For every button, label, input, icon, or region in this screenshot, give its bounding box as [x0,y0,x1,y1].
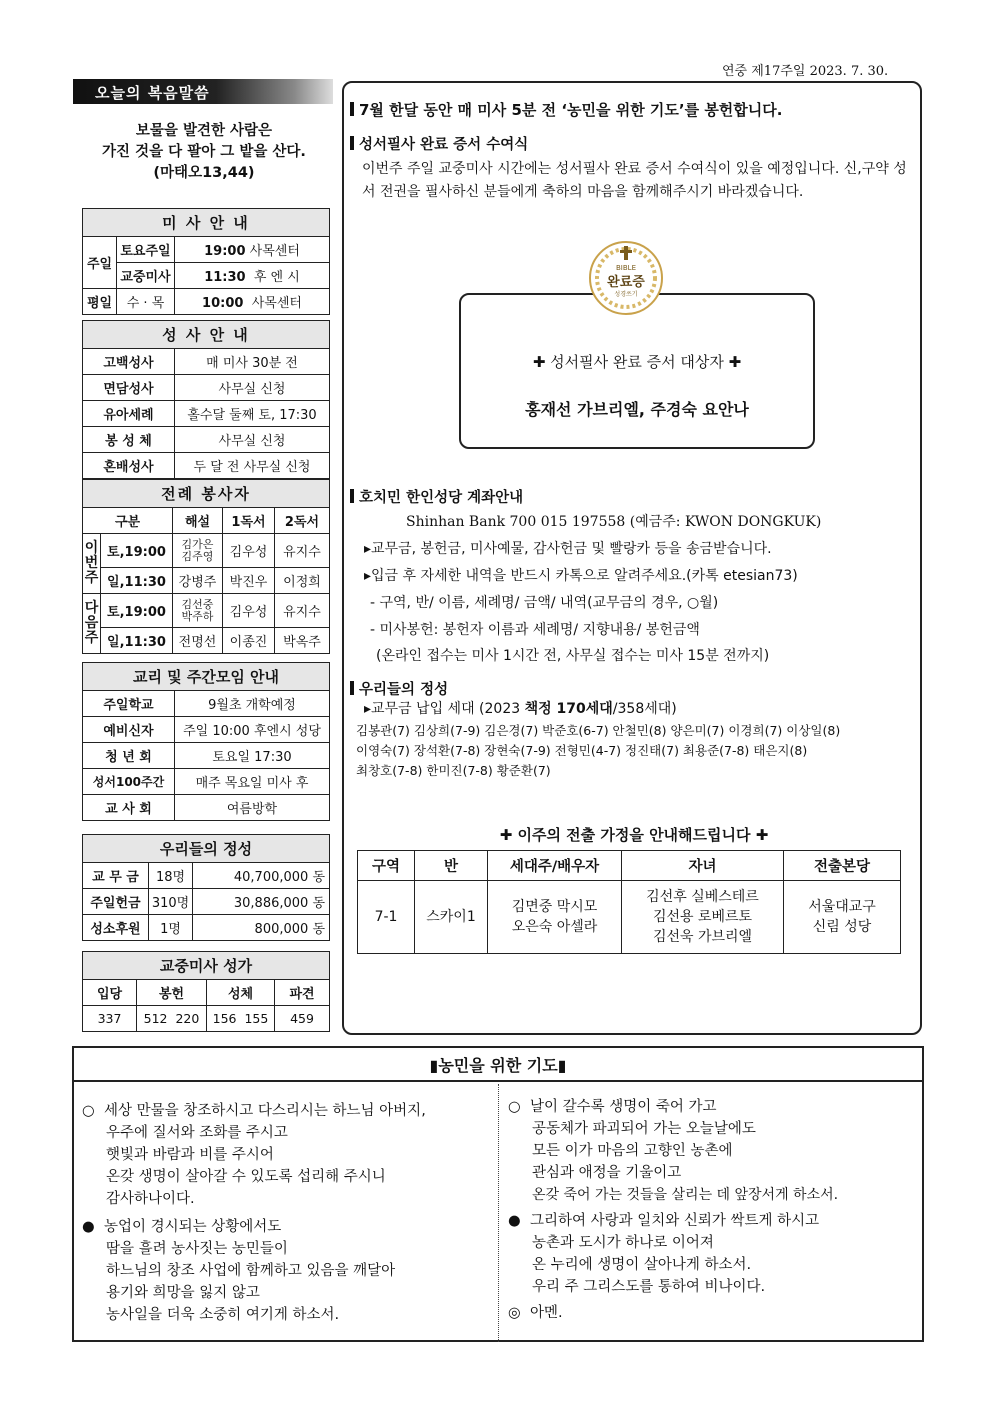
sacrament-table [82,320,330,479]
family-children: 김선후 실베스테르 김선용 로베르토 김선욱 가브리엘 [622,881,784,954]
gospel-line-2: 가진 것을 다 팔아 그 밭을 산다. [102,144,306,160]
dues-subheading: ▸교무금 납입 세대 (2023 책정 170세대/358세대) [364,701,677,717]
offering-label: 주일헌금 [83,889,149,915]
servers-header: 해설 [173,508,223,534]
family-header: 반 [415,851,488,881]
account-line: ▸입금 후 자세한 내역을 반드시 카톡으로 알려주세요.(카톡 etesian73) [364,568,798,584]
farmer-prayer-title: ▮농민을 위한 기도▮ [72,1046,924,1082]
dues-heading: 우리들의 정성 [350,678,448,699]
server-row-time: 토,19:00 [101,594,173,628]
meeting-label: 주일학교 [83,691,175,717]
offering-label: 교 무 금 [83,863,149,889]
server-commentator: 전명선 [173,628,223,654]
hymn-value: 512 220 [137,1006,207,1032]
offering-label: 성소후원 [83,915,149,941]
server-commentator: 김가은 김주영 [173,534,223,568]
mass-row-time: 10:00 사목센터 [175,289,330,315]
server-reader-1: 박진우 [223,568,275,594]
server-reader-2: 박옥주 [275,628,330,654]
mass-weekday-label: 평일 [83,289,117,315]
dues-names-line: 김봉관(7) 김상희(7-9) 김은경(7) 박준호(6-7) 안철민(8) 양은미(7) 이경희(7) 이상일(8) [356,723,841,738]
seal-bottom-text: 성경쓰기 [614,291,638,298]
gospel-reference: (마태오13,44) [153,165,255,181]
mass-title: 미 사 안 내 [83,209,330,237]
sacrament-title: 성 사 안 내 [83,321,330,349]
family-ban: 스카이1 [415,881,488,954]
bible-body: 이번주 주일 교중미사 시간에는 성서필사 완료 증서 수여식이 있을 예정입니다. 신,구약 성서 전권을 필사하신 분들에게 축하의 마음을 함께해주시기 바라겠습니다. [362,161,907,200]
account-line: ▸교무금, 봉헌금, 미사예물, 감사헌금 및 빨랑카 등을 송금받습니다. [364,541,772,557]
prayer-left-column [82,1100,494,1326]
family-header: 자녀 [622,851,784,881]
offering-count: 1명 [149,915,193,941]
prayer-stanza: ◎ 아멘. [508,1302,920,1324]
family-header: 구역 [358,851,415,881]
sacrament-value: 사무실 신청 [175,375,330,401]
server-row-time: 토,19:00 [101,534,173,568]
meeting-label: 예비신자 [83,717,175,743]
family-parish: 서울대교구 신림 성당 [784,881,901,954]
server-reader-1: 이종진 [223,628,275,654]
mass-row-time: 19:00 사목센터 [175,237,330,263]
servers-title: 전례 봉사자 [83,480,330,508]
certificate-recipients: 홍재선 가브리엘, 주경숙 요안나 [525,400,749,419]
offering-title: 우리들의 정성 [83,835,330,863]
family-heads: 김면중 막시모 오은숙 아셀라 [488,881,622,954]
server-reader-1: 김우성 [223,594,275,628]
sacrament-value: 두 달 전 사무실 신청 [175,453,330,479]
hymn-header: 봉헌 [137,980,207,1006]
meeting-label: 청 년 회 [83,743,175,769]
meeting-value: 토요일 17:30 [175,743,330,769]
server-row-time: 일,11:30 [101,628,173,654]
gospel-line-1: 보물을 발견한 사람은 [135,123,273,139]
sacrament-label: 고백성사 [83,349,175,375]
account-bank: Shinhan Bank 700 015 197558 (예금주: KWON DONGKUK) [406,514,822,530]
seal-overlay-icon [588,240,664,316]
sacrament-label: 유아세례 [83,401,175,427]
meeting-value: 주일 10:00 후엔시 성당 [175,717,330,743]
bulletin-date: 연중 제17주일 2023. 7. 30. [722,64,889,79]
family-transfer-table [357,850,901,954]
seal-main-text: 완료증 [607,275,645,290]
server-reader-2: 이정희 [275,568,330,594]
mass-sunday-label: 주일 [83,237,117,289]
mass-row-label: 수 · 목 [117,289,175,315]
servers-header: 2독서 [275,508,330,534]
mass-row-time: 11:30 후 엔 시 [175,263,330,289]
prayer-stanza: ○ 날이 갈수록 생명이 죽어 가고 공동체가 파괴되어 가는 오늘날에도 모든 이가 마음의 고향인 농촌에 관심과 애정을 기울이고 온갖 죽어 가는 것들을 살리는 데 앞장서게 하소서. [508,1096,920,1206]
hymn-value: 156 155 [207,1006,275,1032]
prayer-mark: ○ [508,1099,521,1115]
sacrament-value: 매 미사 30분 전 [175,349,330,375]
liturgy-servers-table [82,479,330,654]
dues-names-line: 이영숙(7) 장석환(7-8) 장현숙(7-9) 전형민(4-7) 정진태(7) 최용준(7-8) 태은지(8) [356,743,808,758]
offering-amount: 30,886,000 동 [193,889,330,915]
prayer-right-column [508,1096,920,1324]
prayer-mark: ○ [82,1103,95,1119]
sacrament-value: 홀수달 둘째 토, 17:30 [175,401,330,427]
offering-count: 310명 [149,889,193,915]
meeting-label: 교 사 회 [83,795,175,821]
prayer-mark: ● [82,1219,95,1235]
hymns-title: 교중미사 성가 [83,952,330,980]
mass-row-label: 토요주일 [117,237,175,263]
prayer-mark: ◎ [508,1305,521,1321]
offering-amount: 40,700,000 동 [193,863,330,889]
family-zone: 7-1 [358,881,415,954]
server-commentator: 김선중 박주하 [173,594,223,628]
sacrament-value: 사무실 신청 [175,427,330,453]
servers-header: 구분 [83,508,173,534]
server-commentator: 강병주 [173,568,223,594]
sacrament-label: 면담성사 [83,375,175,401]
servers-header: 1독서 [223,508,275,534]
server-reader-2: 유지수 [275,594,330,628]
mass-schedule-table [82,208,330,315]
family-header: 세대주/배우자 [488,851,622,881]
gospel-banner: 오늘의 복음말씀 [73,79,333,104]
hymn-header: 성체 [207,980,275,1006]
offering-amount: 800,000 동 [193,915,330,941]
offering-count: 18명 [149,863,193,889]
hymn-value: 337 [83,1006,137,1032]
meeting-value: 매주 목요일 미사 후 [175,769,330,795]
notice-prayer-month: 7월 한달 동안 매 미사 5분 전 ‘농민을 위한 기도’를 봉헌합니다. [350,99,782,120]
family-header: 전출본당 [784,851,901,881]
gospel-verse [73,121,335,184]
account-heading: 호치민 한인성당 계좌안내 [350,486,523,507]
prayer-divider [498,1084,499,1342]
meeting-value: 여름방학 [175,795,330,821]
hymn-value: 459 [275,1006,330,1032]
bible-heading: 성서필사 완료 증서 수여식 [350,133,528,154]
server-reader-2: 유지수 [275,534,330,568]
hymn-header: 입당 [83,980,137,1006]
meetings-table [82,662,330,821]
account-line: - 미사봉헌: 봉헌자 이름과 세례명/ 지향내용/ 봉헌금액 [370,622,700,638]
account-line: (온라인 접수는 미사 1시간 전, 사무실 접수는 미사 15분 전까지) [376,648,770,664]
prayer-stanza: ● 농업이 경시되는 상황에서도 땀을 흘려 농사짓는 농민들이 하느님의 창조 사업에 함께하고 있음을 깨달아 용기와 희망을 잃지 않고 농사일을 더욱 소중히 여기게 하소서. [82,1216,494,1326]
family-transfer-title: ✚ 이주의 전출 가정을 안내해드립니다 ✚ [499,826,769,844]
meeting-label: 성서100주간 [83,769,175,795]
mass-row-label: 교중미사 [117,263,175,289]
dues-names-line: 최창호(7-8) 한미진(7-8) 황준환(7) [356,763,551,778]
this-week-label: 이번주 [83,534,101,594]
seal-top-text: BIBLE [616,264,636,272]
meetings-title: 교리 및 주간모임 안내 [83,663,330,691]
server-reader-1: 김우성 [223,534,275,568]
hymns-table [82,951,330,1032]
prayer-stanza: ● 그리하여 사랑과 일치와 신뢰가 싹트게 하시고 농촌과 도시가 하나로 이어져 온 누리에 생명이 살아나게 하소서. 우리 주 그리스도를 통하여 비나이다. [508,1210,920,1298]
account-line: - 구역, 반/ 이름, 세례명/ 금액/ 내역(교무금의 경우, ○월) [370,595,719,611]
hymn-header: 파견 [275,980,330,1006]
certificate-title: ✚ 성서필사 완료 증서 대상자 ✚ [532,353,742,371]
sacrament-label: 혼배성사 [83,453,175,479]
prayer-mark: ● [508,1213,521,1229]
offering-table [82,834,330,941]
prayer-stanza: ○ 세상 만물을 창조하시고 다스리시는 하느님 아버지, 우주에 질서와 조화를 주시고 햇빛과 바람과 비를 주시어 온갖 생명이 살아갈 수 있도록 섭리해 주시니 감사하나이다. [82,1100,494,1210]
server-row-time: 일,11:30 [101,568,173,594]
sacrament-label: 봉 성 체 [83,427,175,453]
meeting-value: 9월초 개학예정 [175,691,330,717]
next-week-label: 다음주 [83,594,101,654]
